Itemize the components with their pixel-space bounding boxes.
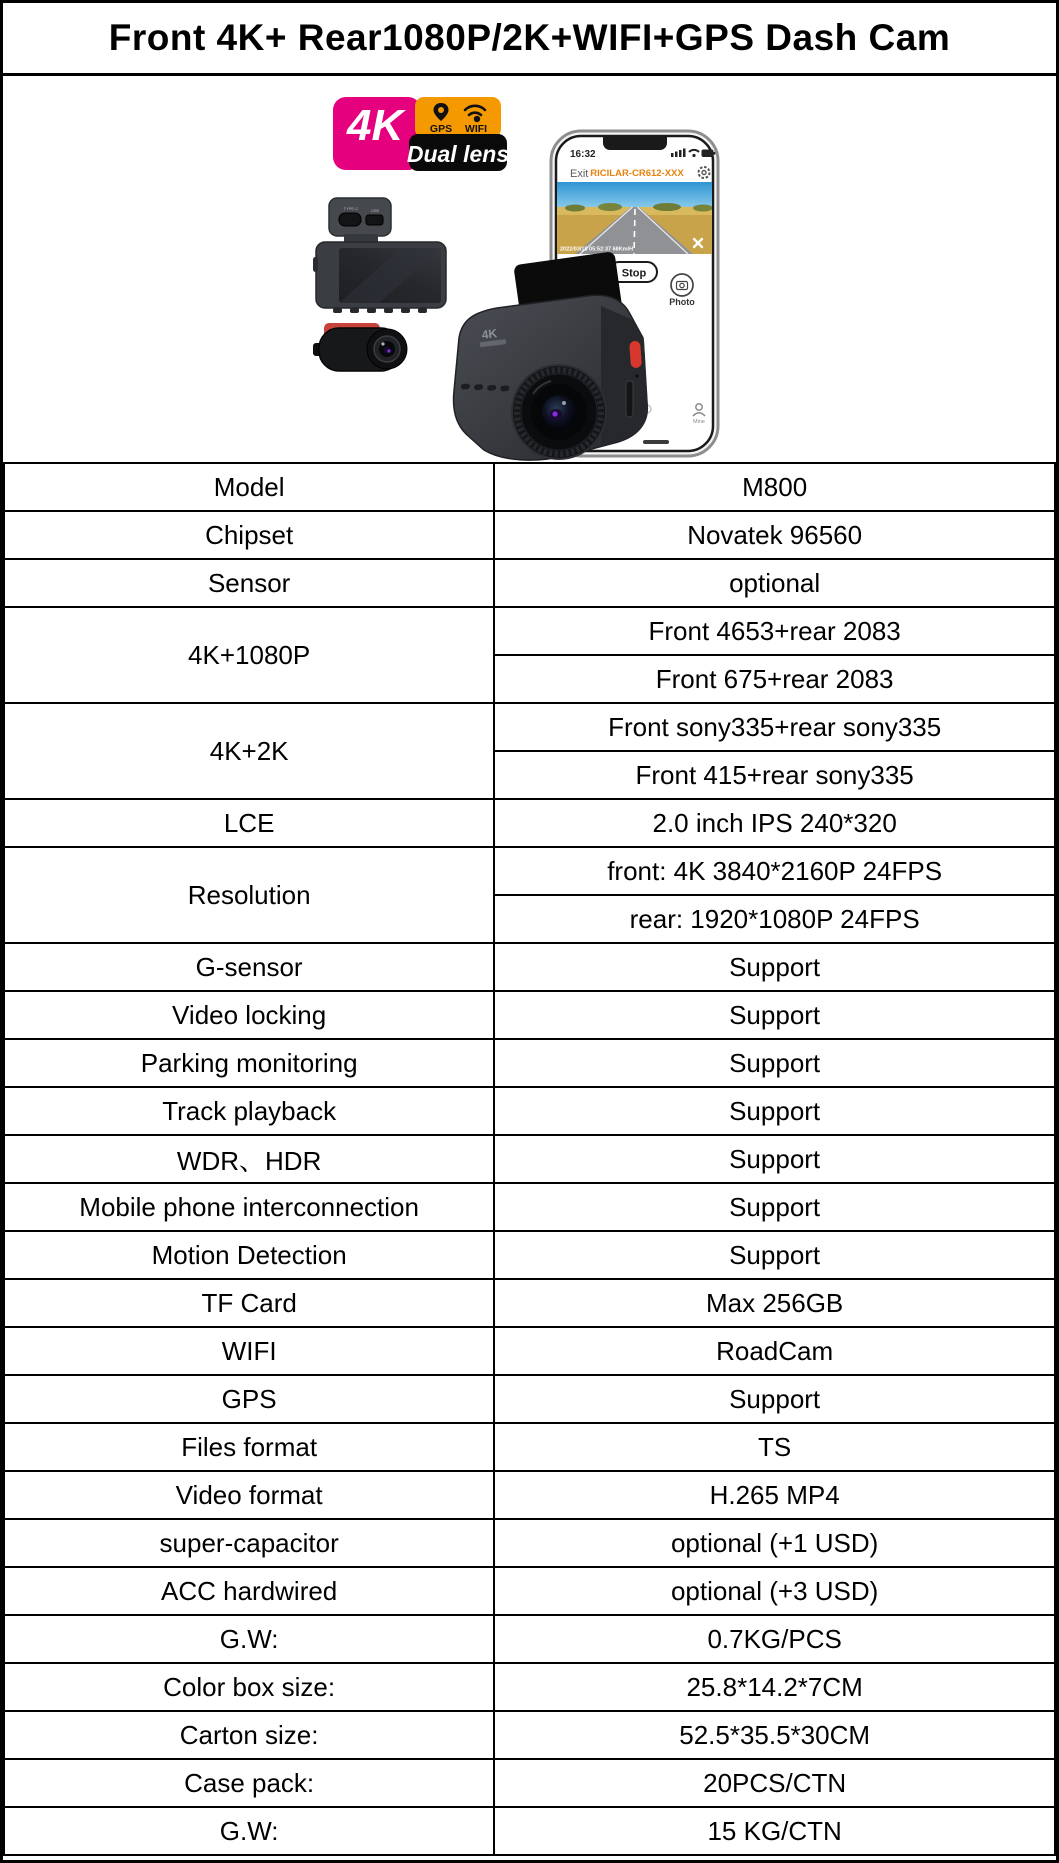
phone-time: 16:32 <box>570 149 596 160</box>
spec-value: optional (+1 USD) <box>494 1519 1055 1567</box>
spec-value: Support <box>494 1039 1055 1087</box>
table-row <box>4 1663 1055 1711</box>
spec-label: Chipset <box>4 511 494 559</box>
table-row <box>4 559 1055 607</box>
spec-value: Front 675+rear 2083 <box>494 655 1055 703</box>
dashcam-back-view <box>313 198 446 313</box>
table-row <box>4 1423 1055 1471</box>
spec-label: Files format <box>4 1423 494 1471</box>
video-overlay-text: 2022/03/18 05:52:37 68Km/H <box>560 246 634 253</box>
table-row <box>4 1039 1055 1087</box>
spec-value: optional <box>494 559 1055 607</box>
table-row <box>4 943 1055 991</box>
table-row <box>4 1759 1055 1807</box>
mic-hole <box>635 374 638 377</box>
table-row <box>4 1135 1055 1183</box>
spec-label: 4K+1080P <box>4 607 494 703</box>
spec-value: Support <box>494 1183 1055 1231</box>
spec-label: WDR、HDR <box>4 1135 494 1183</box>
spec-value: 0.7KG/PCS <box>494 1615 1055 1663</box>
badge-wifi-label: WIFI <box>464 123 488 135</box>
spec-value: 15 KG/CTN <box>494 1807 1055 1855</box>
usb-port <box>366 215 383 225</box>
spec-value: M800 <box>494 463 1055 511</box>
badge-4k-text: 4K <box>347 101 404 150</box>
phone-notch <box>603 137 667 150</box>
spec-label: 4K+2K <box>4 703 494 799</box>
feature-badge <box>333 97 509 171</box>
table-row <box>4 1375 1055 1423</box>
home-indicator <box>643 440 669 444</box>
spec-label: Color box size: <box>4 1663 494 1711</box>
spec-value: TS <box>494 1423 1055 1471</box>
table-row <box>4 1519 1055 1567</box>
table-row <box>4 1183 1055 1231</box>
usb-port-label: USB <box>370 208 380 213</box>
spec-value: Support <box>494 991 1055 1039</box>
table-row <box>4 847 1055 895</box>
spec-label: Video format <box>4 1471 494 1519</box>
photo-label: Photo <box>669 297 695 307</box>
spec-label: G-sensor <box>4 943 494 991</box>
table-row <box>4 511 1055 559</box>
spec-label: Resolution <box>4 847 494 943</box>
tf-card-slot <box>626 381 633 417</box>
spec-label: WIFI <box>4 1327 494 1375</box>
svg-text:Stop: Stop <box>621 267 647 280</box>
spec-label: Sensor <box>4 559 494 607</box>
table-row <box>4 1327 1055 1375</box>
exit-button: Exit <box>570 168 589 180</box>
power-button <box>629 341 642 369</box>
spec-label: super-capacitor <box>4 1519 494 1567</box>
table-row <box>4 1087 1055 1135</box>
spec-value: Front 4653+rear 2083 <box>494 607 1055 655</box>
device-name: RICILAR-CR612-XXX <box>590 168 684 179</box>
spec-value: Support <box>494 1087 1055 1135</box>
product-image-section <box>3 76 1056 462</box>
typec-port <box>339 213 361 226</box>
table-row <box>4 991 1055 1039</box>
spec-value: Support <box>494 1231 1055 1279</box>
table-row <box>4 1615 1055 1663</box>
spec-label: Video locking <box>4 991 494 1039</box>
spec-value: rear: 1920*1080P 24FPS <box>494 895 1055 943</box>
spec-table <box>3 462 1056 1856</box>
spec-label: LCE <box>4 799 494 847</box>
spec-label: Track playback <box>4 1087 494 1135</box>
spec-label: Model <box>4 463 494 511</box>
svg-text:4K: 4K <box>480 326 498 342</box>
spec-value: Support <box>494 943 1055 991</box>
table-row <box>4 1807 1055 1855</box>
table-row <box>4 1231 1055 1279</box>
title-bar <box>3 3 1056 76</box>
spec-value: 20PCS/CTN <box>494 1759 1055 1807</box>
spec-value: 2.0 inch IPS 240*320 <box>494 799 1055 847</box>
table-row <box>4 799 1055 847</box>
spec-label: G.W: <box>4 1615 494 1663</box>
live-view-image <box>557 182 713 254</box>
spec-value: H.265 MP4 <box>494 1471 1055 1519</box>
spec-label: Carton size: <box>4 1711 494 1759</box>
typec-port-label: TYPE-C <box>343 206 359 211</box>
badge-dual-lens-text: Dual lens <box>406 141 510 167</box>
spec-value: 52.5*35.5*30CM <box>494 1711 1055 1759</box>
rear-camera-unit <box>313 323 407 371</box>
mine-tab-label: Mine <box>693 419 705 425</box>
page-title: Front 4K+ Rear1080P/2K+WIFI+GPS Dash Cam <box>108 17 951 58</box>
table-row <box>4 607 1055 655</box>
spec-label: Parking monitoring <box>4 1039 494 1087</box>
spec-label: G.W: <box>4 1807 494 1855</box>
spec-value: Front 415+rear sony335 <box>494 751 1055 799</box>
table-row <box>4 1567 1055 1615</box>
badge-gps-wifi-panel <box>415 97 501 138</box>
spec-value: Front sony335+rear sony335 <box>494 703 1055 751</box>
spec-label: TF Card <box>4 1279 494 1327</box>
photo-button <box>669 274 695 307</box>
wifi-dot <box>474 116 480 122</box>
table-row <box>4 1279 1055 1327</box>
product-illustration <box>3 76 1056 462</box>
table-row <box>4 1471 1055 1519</box>
spec-label: ACC hardwired <box>4 1567 494 1615</box>
spec-label: GPS <box>4 1375 494 1423</box>
spec-value: RoadCam <box>494 1327 1055 1375</box>
spec-value: Support <box>494 1135 1055 1183</box>
spec-label: Mobile phone interconnection <box>4 1183 494 1231</box>
spec-value: Novatek 96560 <box>494 511 1055 559</box>
spec-value: Max 256GB <box>494 1279 1055 1327</box>
spec-label: Case pack: <box>4 1759 494 1807</box>
spec-label: Motion Detection <box>4 1231 494 1279</box>
table-row <box>4 1711 1055 1759</box>
spec-value: optional (+3 USD) <box>494 1567 1055 1615</box>
table-row <box>4 463 1055 511</box>
spec-value: front: 4K 3840*2160P 24FPS <box>494 847 1055 895</box>
spec-value: 25.8*14.2*7CM <box>494 1663 1055 1711</box>
spec-value: Support <box>494 1375 1055 1423</box>
camera-main-lens <box>512 365 606 459</box>
table-row <box>4 703 1055 751</box>
badge-gps-label: GPS <box>429 123 453 135</box>
